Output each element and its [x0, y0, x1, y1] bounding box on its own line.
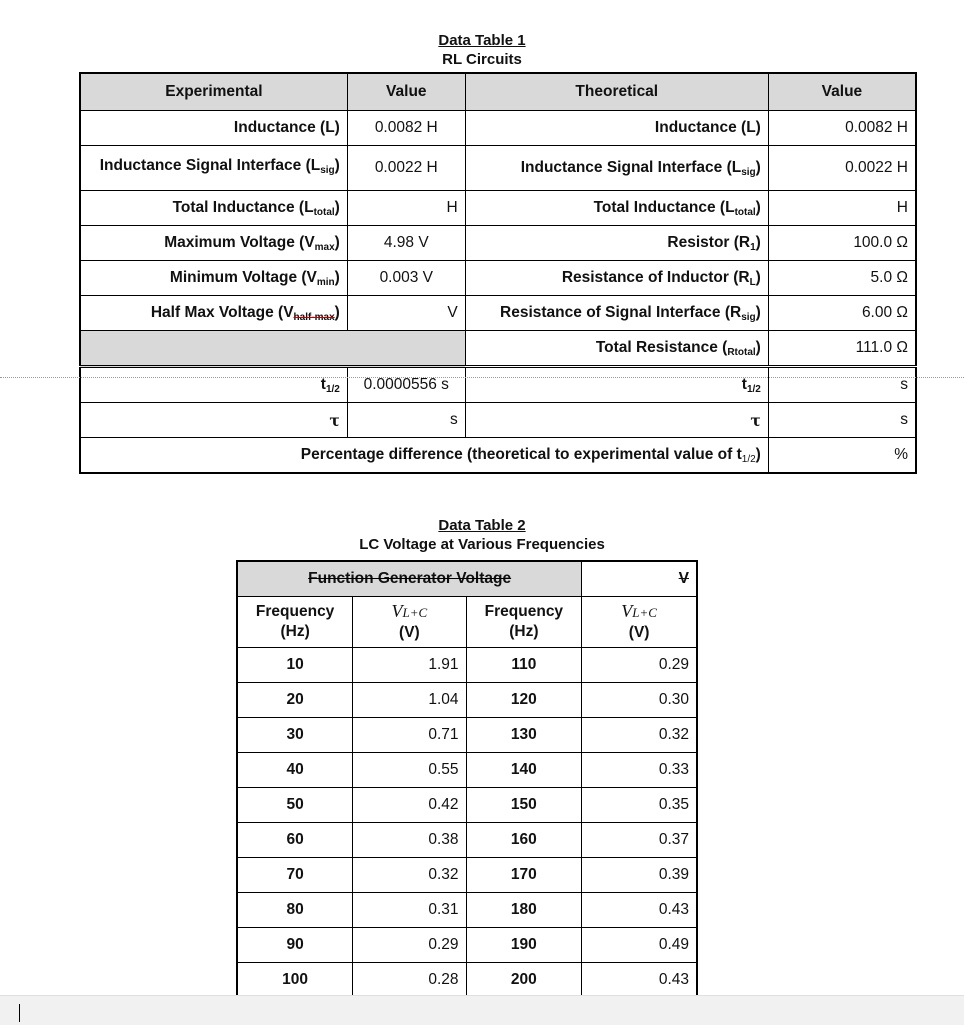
voltage-cell: 0.42: [353, 788, 466, 823]
table-row: [237, 823, 697, 858]
table1-title: Data Table 1: [438, 32, 526, 49]
theo-tau-value: s: [768, 403, 916, 438]
exp-value: 0.0022 H: [347, 146, 465, 191]
table-row: [80, 191, 916, 226]
theo-t-half-value: s: [768, 367, 916, 403]
voltage-cell: 1.91: [353, 648, 466, 683]
theo-label: Resistance of Inductor $(R_L)$: [465, 261, 768, 296]
theo-label: Inductance Signal Interface $(L_{sig})$: [465, 146, 768, 191]
frequency-cell: 10: [237, 648, 353, 683]
theo-label: Total Resistance $(_{Rtotal})$: [465, 331, 768, 367]
exp-label: Total Inductance $(L_{total})$: [80, 191, 347, 226]
theo-label: Total Inductance $(L_{total})$: [465, 191, 768, 226]
theo-value: 111.0 Ω: [768, 331, 916, 367]
percent-difference-value: %: [768, 438, 916, 474]
frequency-cell: 20: [237, 683, 353, 718]
frequency-cell: 200: [466, 963, 582, 999]
text-cursor: [19, 1004, 20, 1022]
frequency-cell: 160: [466, 823, 582, 858]
theo-label: Inductance (L): [465, 111, 768, 146]
table-row: [237, 893, 697, 928]
percent-difference-row: [80, 438, 916, 474]
header-frequency: Frequency (Hz): [237, 597, 353, 648]
frequency-cell: 140: [466, 753, 582, 788]
frequency-cell: 130: [466, 718, 582, 753]
page-separator: [0, 377, 964, 378]
exp-value: H: [347, 191, 465, 226]
table-row: [237, 683, 697, 718]
frequency-cell: 30: [237, 718, 353, 753]
voltage-cell: 0.38: [353, 823, 466, 858]
voltage-cell: 0.71: [353, 718, 466, 753]
data-table-2: [236, 560, 698, 999]
theo-value: 6.00 Ω: [768, 296, 916, 331]
frequency-cell: 110: [466, 648, 582, 683]
voltage-cell: 0.55: [353, 753, 466, 788]
exp-value: 0.0082 H: [347, 111, 465, 146]
exp-label: Half Max Voltage $(V_{half-max})$: [80, 296, 347, 331]
theo-label: Resistor $(R_1)$: [465, 226, 768, 261]
frequency-cell: 40: [237, 753, 353, 788]
function-generator-label: Function Generator Voltage: [237, 561, 582, 597]
table2-header-row: [237, 597, 697, 648]
frequency-cell: 60: [237, 823, 353, 858]
table-row: [80, 331, 916, 367]
table-row: [237, 928, 697, 963]
exp-tau-label: τ: [80, 403, 347, 438]
header-value: Value: [347, 73, 465, 111]
table-row: [80, 146, 916, 191]
tau-row: [80, 403, 916, 438]
table1-header-row: [80, 73, 916, 111]
voltage-cell: 0.28: [353, 963, 466, 999]
theo-value: 100.0 Ω: [768, 226, 916, 261]
frequency-cell: 180: [466, 893, 582, 928]
exp-label: Inductance Signal Interface $(L_{sig})$: [80, 146, 347, 191]
frequency-cell: 70: [237, 858, 353, 893]
theo-value: 5.0 Ω: [768, 261, 916, 296]
exp-label: Maximum Voltage $(V_{max})$: [80, 226, 347, 261]
exp-label: Inductance (L): [80, 111, 347, 146]
percent-difference-label: Percentage difference (theoretical to experimental value of $t_{1/2}$): [80, 438, 768, 474]
voltage-cell: 0.35: [582, 788, 697, 823]
table-row: [80, 111, 916, 146]
exp-tau-value: s: [347, 403, 465, 438]
voltage-cell: 0.49: [582, 928, 697, 963]
theo-value: 0.0082 H: [768, 111, 916, 146]
exp-value: 4.98 V: [347, 226, 465, 261]
voltage-cell: 0.30: [582, 683, 697, 718]
table-row: [80, 296, 916, 331]
bottom-scroll-area: [0, 995, 964, 1025]
data-table-1: [79, 72, 917, 474]
empty-grey-cell: [80, 331, 465, 367]
frequency-cell: 80: [237, 893, 353, 928]
voltage-cell: 0.31: [353, 893, 466, 928]
table2-subtitle: LC Voltage at Various Frequencies: [359, 536, 605, 553]
frequency-cell: 90: [237, 928, 353, 963]
header-experimental: Experimental: [80, 73, 347, 111]
voltage-cell: 0.32: [353, 858, 466, 893]
voltage-cell: 0.32: [582, 718, 697, 753]
header-voltage-lc: VL+C (V): [353, 597, 466, 648]
table-row: [80, 261, 916, 296]
voltage-cell: 0.29: [353, 928, 466, 963]
table-row: [237, 753, 697, 788]
theo-value: 0.0022 H: [768, 146, 916, 191]
voltage-cell: 0.39: [582, 858, 697, 893]
theo-label: Resistance of Signal Interface $(R_{sig})$: [465, 296, 768, 331]
header-value: Value: [768, 73, 916, 111]
voltage-cell: 0.43: [582, 963, 697, 999]
table2-title: Data Table 2: [438, 517, 526, 534]
voltage-cell: 0.37: [582, 823, 697, 858]
exp-value: 0.003 V: [347, 261, 465, 296]
frequency-cell: 170: [466, 858, 582, 893]
voltage-cell: 0.33: [582, 753, 697, 788]
function-generator-value: V: [582, 561, 697, 597]
exp-value: V: [347, 296, 465, 331]
table1-subtitle: RL Circuits: [442, 51, 522, 68]
voltage-cell: 0.43: [582, 893, 697, 928]
theo-tau-label: τ: [465, 403, 768, 438]
header-frequency: Frequency (Hz): [466, 597, 582, 648]
header-theoretical: Theoretical: [465, 73, 768, 111]
exp-label: Minimum Voltage $(V_{min})$: [80, 261, 347, 296]
table-row: [237, 963, 697, 999]
table-row: [237, 718, 697, 753]
exp-t-half-label: $t_{1/2}$: [80, 367, 347, 403]
frequency-cell: 150: [466, 788, 582, 823]
voltage-cell: 1.04: [353, 683, 466, 718]
frequency-cell: 100: [237, 963, 353, 999]
theo-t-half-label: $t_{1/2}$: [465, 367, 768, 403]
frequency-cell: 190: [466, 928, 582, 963]
table-row: [237, 648, 697, 683]
theo-value: H: [768, 191, 916, 226]
header-voltage-lc: VL+C (V): [582, 597, 697, 648]
function-generator-row: [237, 561, 697, 597]
frequency-cell: 50: [237, 788, 353, 823]
table-row: [237, 858, 697, 893]
table-row: [237, 788, 697, 823]
table2-caption: [0, 516, 964, 554]
table-row: [80, 226, 916, 261]
exp-t-half-value: 0.0000556 s: [347, 367, 465, 403]
voltage-cell: 0.29: [582, 648, 697, 683]
frequency-cell: 120: [466, 683, 582, 718]
t-half-row: [80, 367, 916, 403]
table1-caption: [0, 31, 964, 69]
